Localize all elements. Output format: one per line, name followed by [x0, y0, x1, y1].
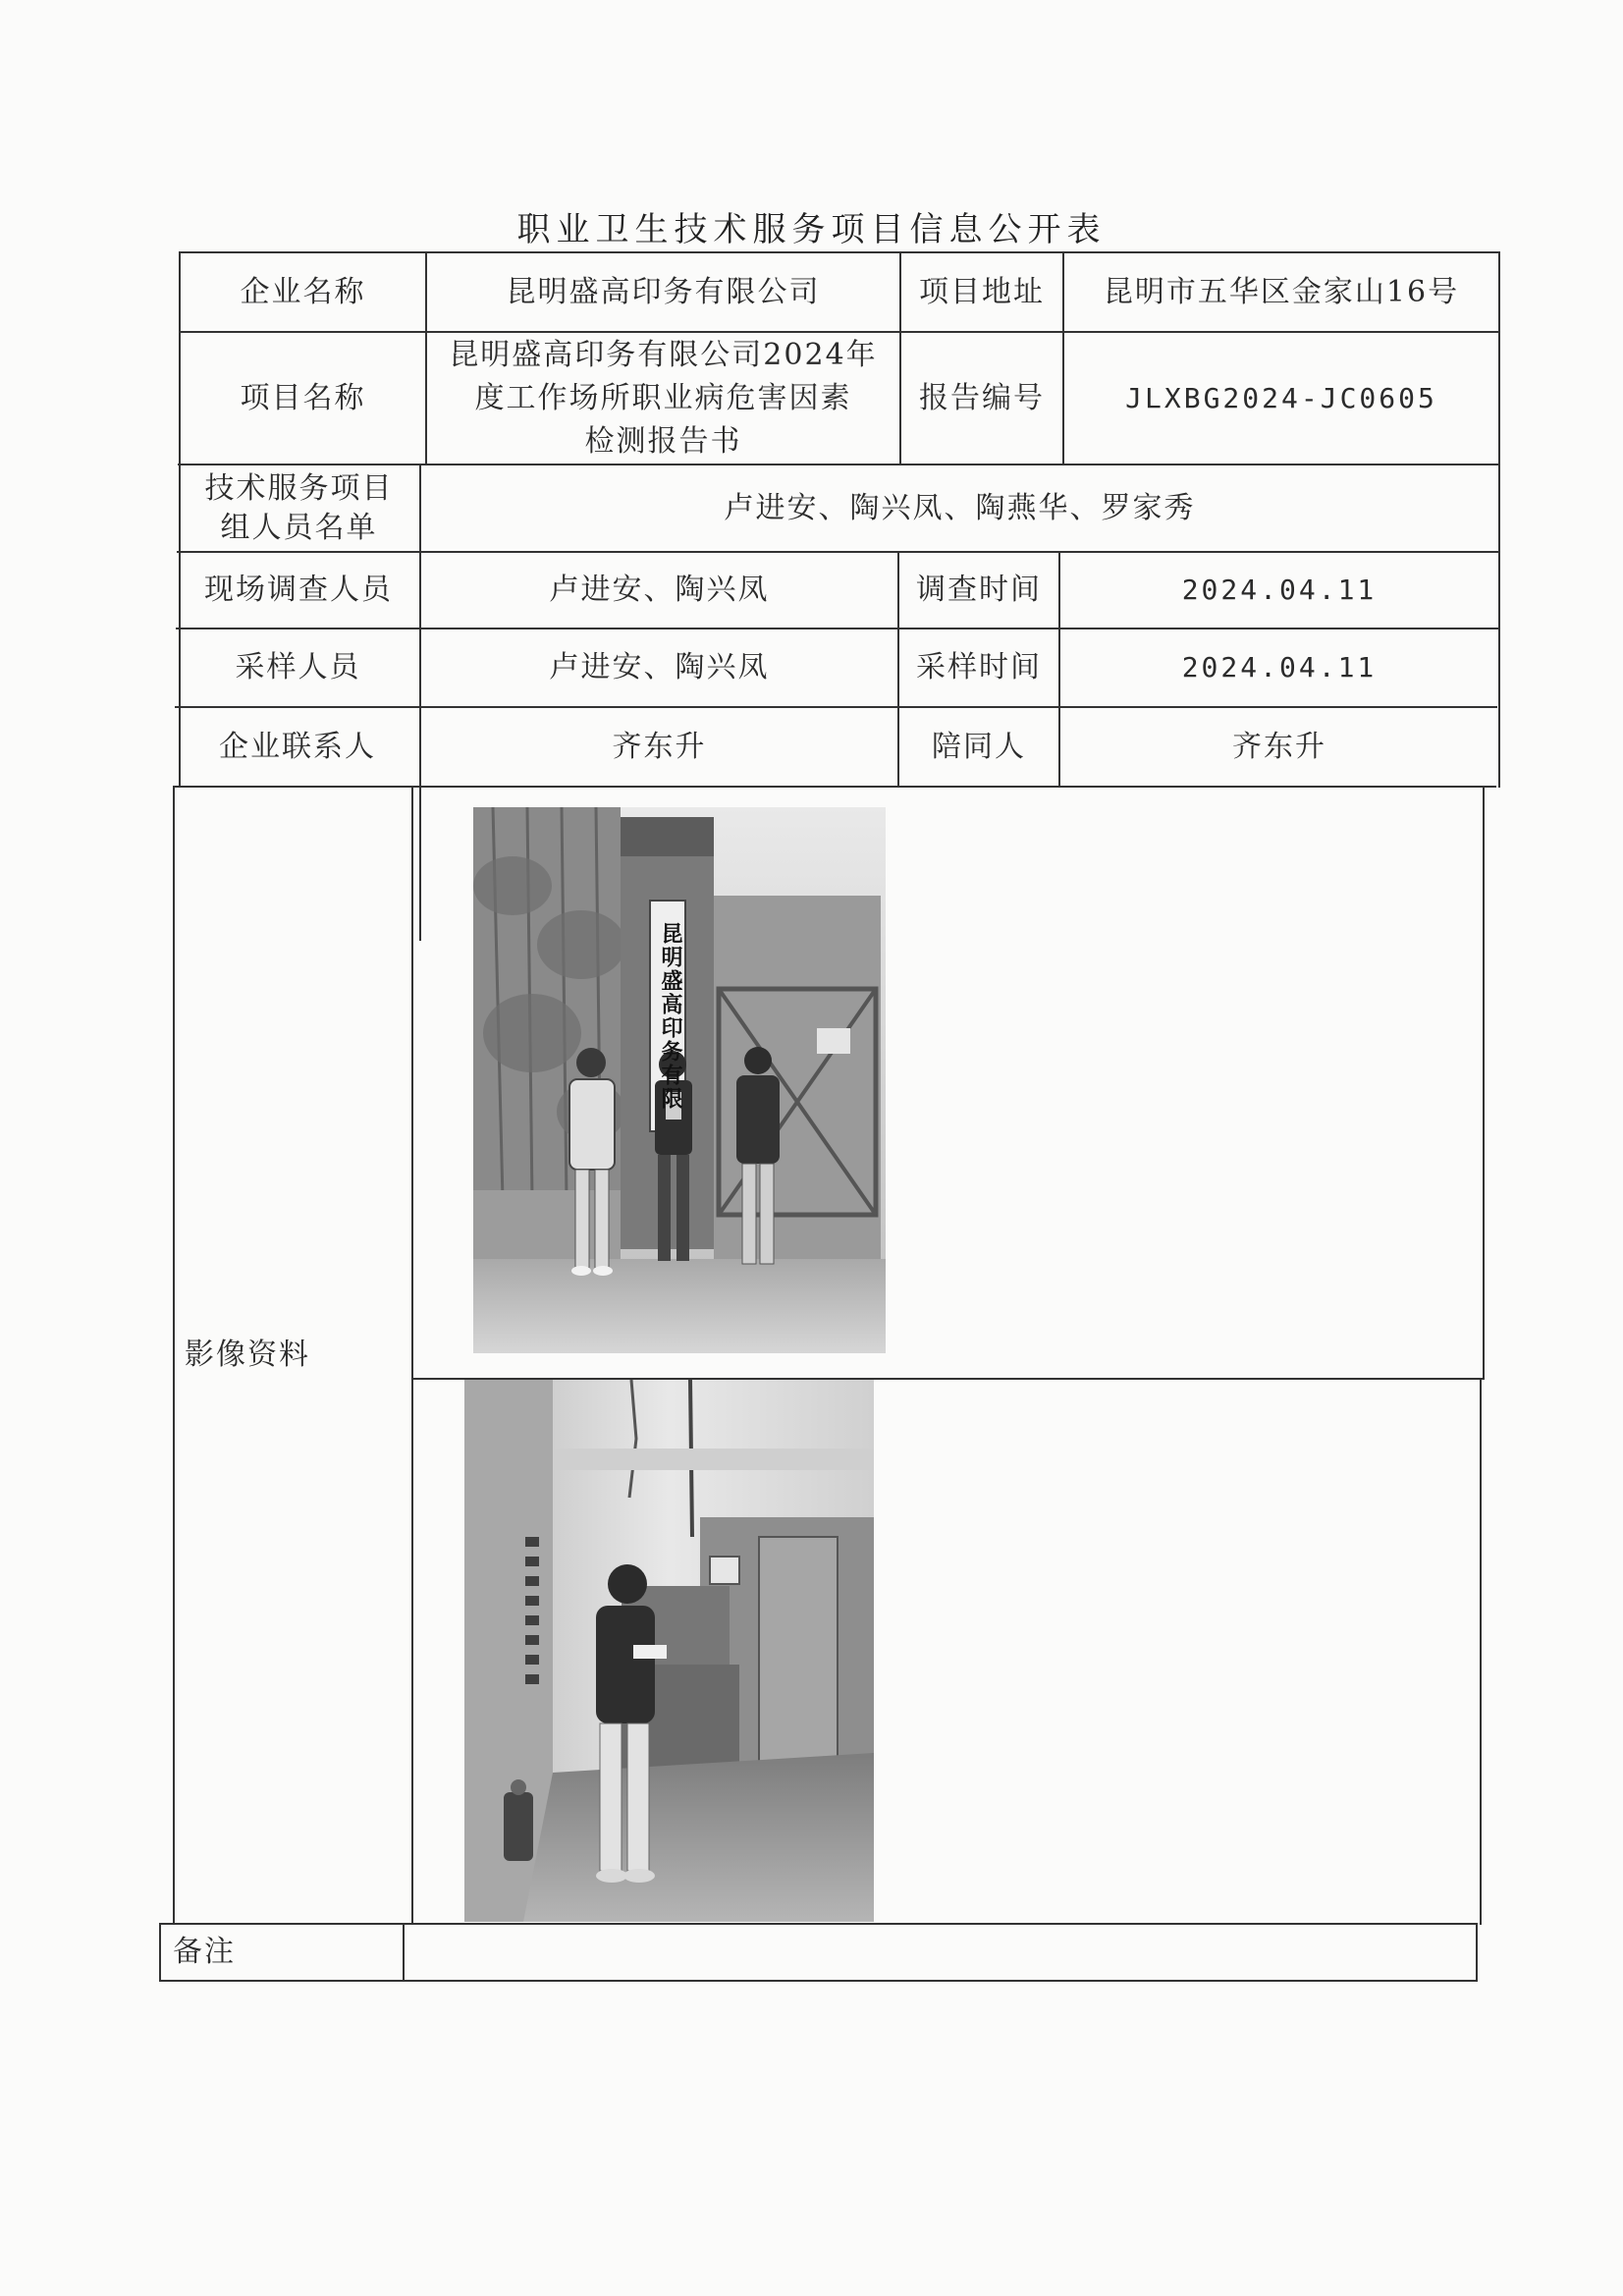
remarks-label: 备注	[173, 1935, 236, 1969]
gate-sign-text: 昆明盛高印务有限	[658, 922, 683, 1111]
remarks-value	[405, 1925, 1476, 1980]
project-name-value	[427, 333, 899, 464]
survey-staff-label: 现场调查人员	[204, 573, 393, 607]
project-name-line: 度工作场所职业病危害因素	[474, 380, 852, 415]
escort-value: 齐东升	[1232, 729, 1326, 764]
team-value: 卢进安、陶兴凤、陶燕华、罗家秀	[724, 490, 1196, 525]
team-label-line: 组人员名单	[220, 510, 378, 545]
company-name-label: 企业名称	[240, 274, 366, 309]
project-address-value: 昆明市五华区金家山16号	[1103, 274, 1460, 309]
table-border-right	[1480, 1378, 1482, 1925]
project-address-label: 项目地址	[919, 274, 1045, 309]
escort-label: 陪同人	[932, 729, 1026, 764]
photo-workshop-sampling	[464, 1380, 874, 1922]
sampling-time-value: 2024.04.11	[1181, 651, 1378, 683]
photo-workshop-sampling-image	[464, 1380, 874, 1922]
contact-label: 企业联系人	[219, 729, 376, 764]
contact-value: 齐东升	[612, 729, 707, 764]
project-name-label: 项目名称	[240, 380, 366, 415]
table-border-bottom	[159, 1980, 1478, 1982]
report-no-value: JLXBG2024-JC0605	[1125, 381, 1437, 414]
report-no-label: 报告编号	[919, 380, 1045, 415]
page-title: 职业卫生技术服务项目信息公开表	[516, 210, 1107, 249]
table-border-right	[1498, 251, 1500, 788]
survey-time-value: 2024.04.11	[1181, 574, 1378, 606]
table-border-right	[1476, 1923, 1478, 1982]
project-name-line: 昆明盛高印务有限公司2024年	[449, 337, 878, 372]
column-divider	[411, 786, 413, 1925]
images-label: 影像资料	[185, 1338, 310, 1372]
sampling-staff-label: 采样人员	[235, 650, 361, 684]
survey-time-label: 调查时间	[916, 573, 1042, 607]
project-name-line: 检测报告书	[584, 423, 742, 459]
team-label	[179, 465, 419, 551]
survey-staff-value: 卢进安、陶兴凤	[549, 573, 770, 607]
team-label-line: 技术服务项目	[204, 470, 394, 506]
table-border-right	[1483, 786, 1485, 1380]
sampling-staff-value: 卢进安、陶兴凤	[549, 650, 770, 684]
photo-company-gate	[473, 807, 886, 1353]
company-name-value: 昆明盛高印务有限公司	[506, 274, 821, 309]
sampling-time-label: 采样时间	[916, 650, 1042, 684]
